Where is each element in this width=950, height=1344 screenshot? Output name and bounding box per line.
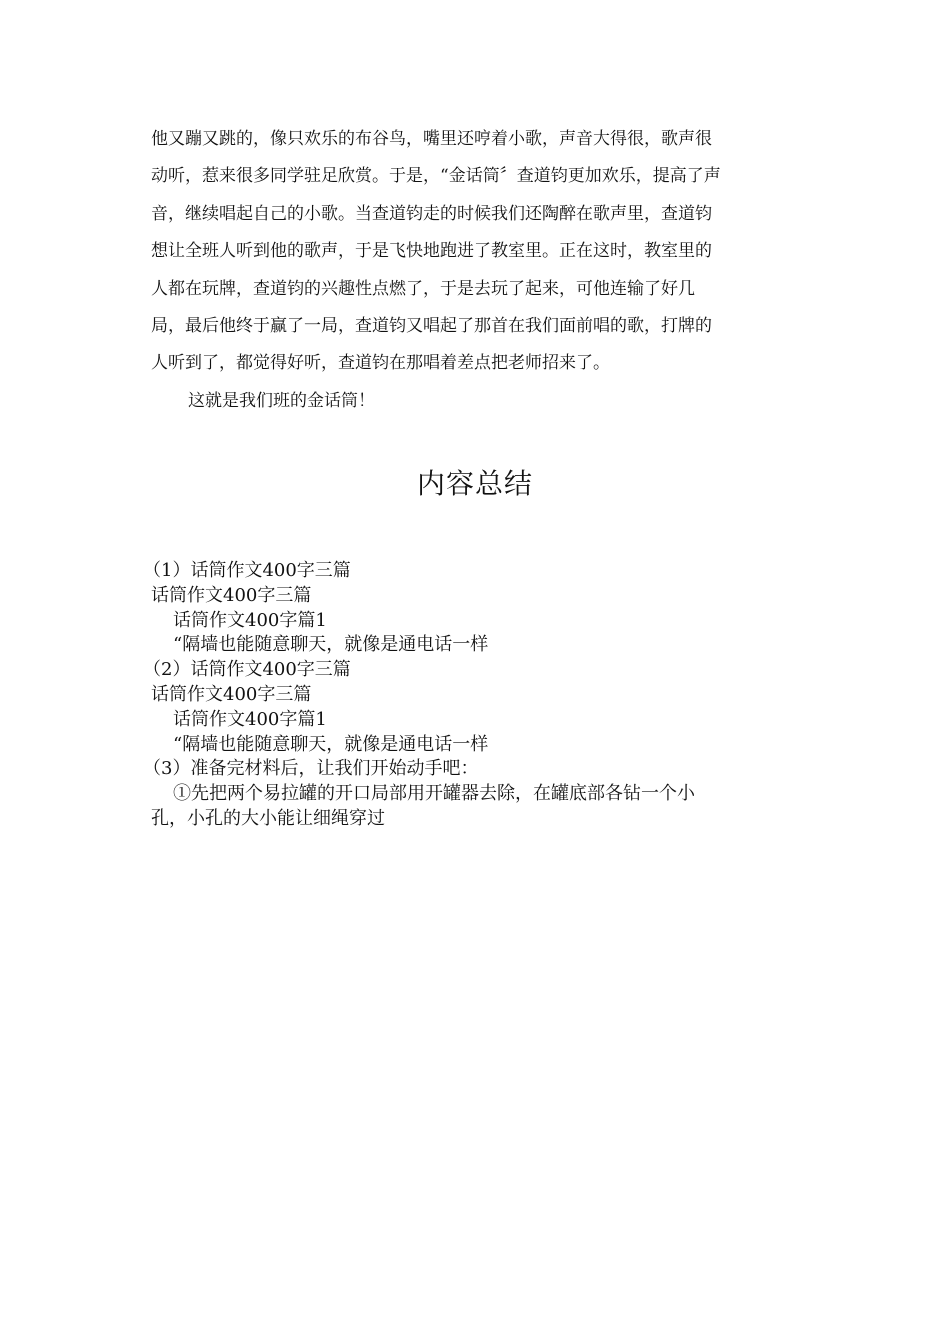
summary-item: （3）准备完材料后，让我们开始动手吧： [143, 758, 479, 780]
summary-item: “隔墙也能随意聊天，就像是通电话一样 [173, 733, 489, 755]
paragraph-line: 他又蹦又跳的，像只欢乐的布谷鸟，嘴里还哼着小歌，声音大得很，歌声很 [151, 129, 712, 149]
paragraph-line: 局，最后他终于赢了一局，查道钧又唱起了那首在我们面前唱的歌，打牌的 [151, 316, 712, 337]
paragraph-line: 人都在玩牌，查道钧的兴趣性点燃了，于是去玩了起来，可他连输了好几 [151, 278, 695, 299]
summary-item: （2）话筒作文400字三篇 [143, 659, 351, 681]
summary-item: 话筒作文400字篇1 [173, 609, 327, 631]
summary-item: ①先把两个易拉罐的开口局部用开罐器去除，在罐底部各钻一个小 [173, 783, 695, 805]
paragraph-line: 人听到了，都觉得好听，查道钧在那唱着差点把老师招来了。 [151, 353, 610, 374]
summary-item: 话筒作文400字篇1 [173, 708, 327, 730]
story-paragraph [151, 121, 801, 420]
paragraph-line: 音，继续唱起自己的小歌。当查道钧走的时候我们还陶醉在歌声里，查道钧 [151, 203, 712, 224]
summary-item: 话筒作文400字三篇 [151, 584, 312, 606]
paragraph-line: 想让全班人听到他的歌声，于是飞快地跑进了教室里。正在这时，教室里的 [151, 241, 712, 262]
summary-list [143, 559, 801, 832]
summary-item: 孔，小孔的大小能让细绳穿过 [151, 807, 385, 829]
summary-item: 话筒作文400字三篇 [151, 683, 312, 705]
summary-item: （1）话筒作文400字三篇 [143, 560, 351, 581]
summary-title: 内容总结 [416, 467, 533, 500]
summary-item: “隔墙也能随意聊天，就像是通电话一样 [173, 634, 489, 656]
closing-line: 这就是我们班的金话筒！ [188, 390, 375, 411]
paragraph-line: 动听，惹来很多同学驻足欣赏。于是，“金话筒〞查道钧更加欢乐，提高了声 [151, 166, 721, 187]
